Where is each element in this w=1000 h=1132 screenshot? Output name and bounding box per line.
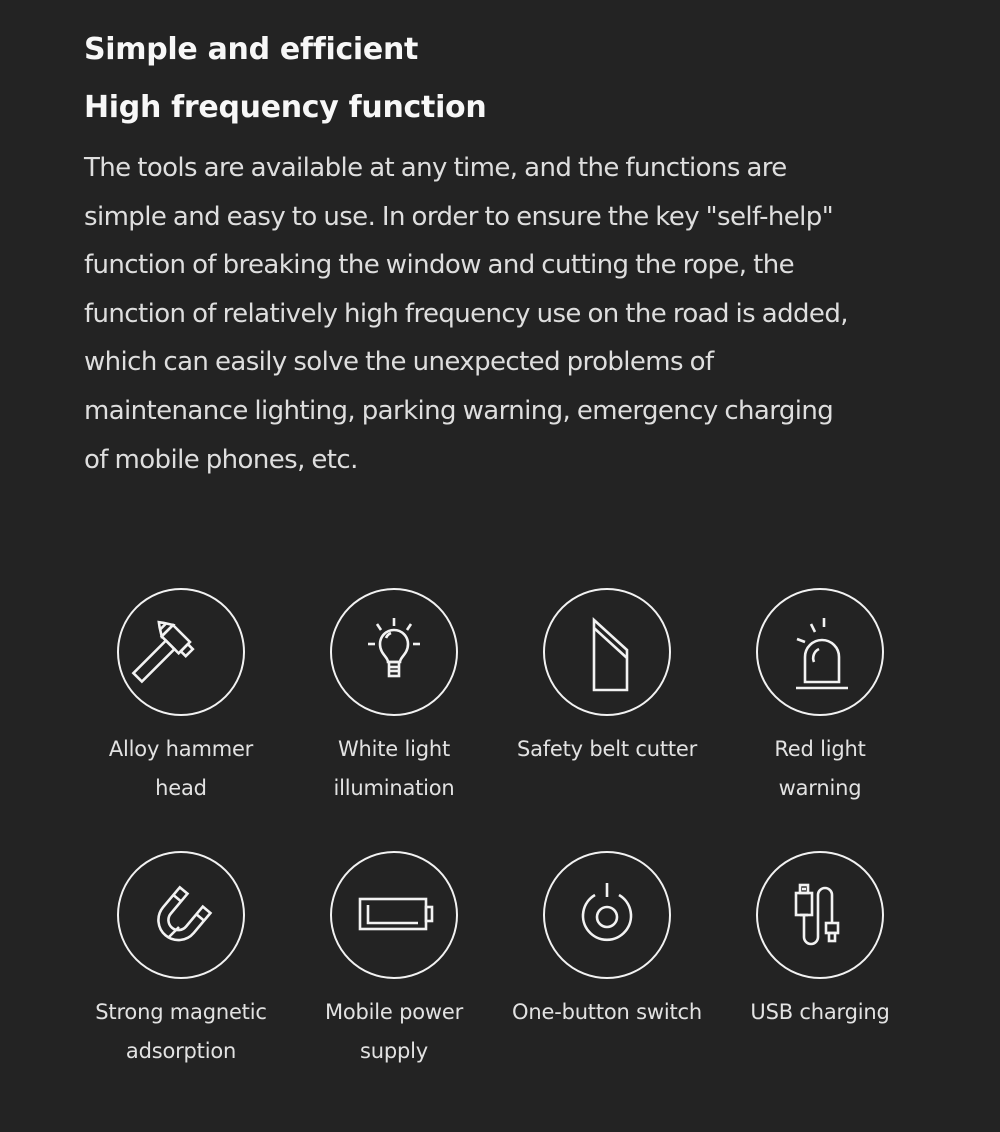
description-line: of mobile phones, etc. xyxy=(84,444,358,475)
feature-label: One-button switch xyxy=(512,1000,702,1024)
icon-circle xyxy=(330,588,458,716)
feature-safety-belt-cutter xyxy=(497,588,717,769)
feature-red-light-warning xyxy=(710,588,930,808)
usb-cable-icon xyxy=(770,865,870,965)
icon-circle xyxy=(117,851,245,979)
feature-label: Alloy hammer head xyxy=(108,737,254,800)
warning-light-icon xyxy=(770,602,870,702)
description-line: simple and easy to use. In order to ensure the key "self-help" xyxy=(84,201,834,232)
heading-line-1: Simple and efficient xyxy=(84,32,419,67)
feature-label: Red light warning xyxy=(774,737,866,800)
description-paragraph xyxy=(84,144,944,484)
icon-circle xyxy=(330,851,458,979)
magnet-icon xyxy=(131,865,231,965)
icon-circle xyxy=(117,588,245,716)
feature-usb-charging xyxy=(710,851,930,1032)
feature-mobile-power xyxy=(284,851,504,1071)
description-line: which can easily solve the unexpected problems of xyxy=(84,347,714,378)
icon-circle xyxy=(756,588,884,716)
description-line: maintenance lighting, parking warning, emergency charging xyxy=(84,395,834,426)
hammer-icon xyxy=(131,602,231,702)
icon-circle xyxy=(543,851,671,979)
description-line: The tools are available at any time, and the functions are xyxy=(84,153,787,183)
description-line: function of breaking the window and cutting the rope, the xyxy=(84,250,794,281)
feature-alloy-hammer xyxy=(71,588,291,808)
battery-icon xyxy=(344,865,444,965)
feature-label: White light illumination xyxy=(333,737,455,800)
belt-cutter-icon xyxy=(557,602,657,702)
feature-white-light xyxy=(284,588,504,808)
feature-label: USB charging xyxy=(750,1000,890,1024)
feature-one-button-switch xyxy=(497,851,717,1032)
feature-magnetic-adsorption xyxy=(71,851,291,1071)
description-line: function of relatively high frequency use on the road is added, xyxy=(84,298,848,329)
feature-label: Strong magnetic adsorption xyxy=(95,1000,267,1063)
heading-line-2: High frequency function xyxy=(84,90,487,125)
power-icon xyxy=(557,865,657,965)
feature-label: Mobile power supply xyxy=(324,1000,464,1063)
feature-label: Safety belt cutter xyxy=(516,737,698,761)
icon-circle xyxy=(543,588,671,716)
light-bulb-icon xyxy=(344,602,444,702)
icon-circle xyxy=(756,851,884,979)
